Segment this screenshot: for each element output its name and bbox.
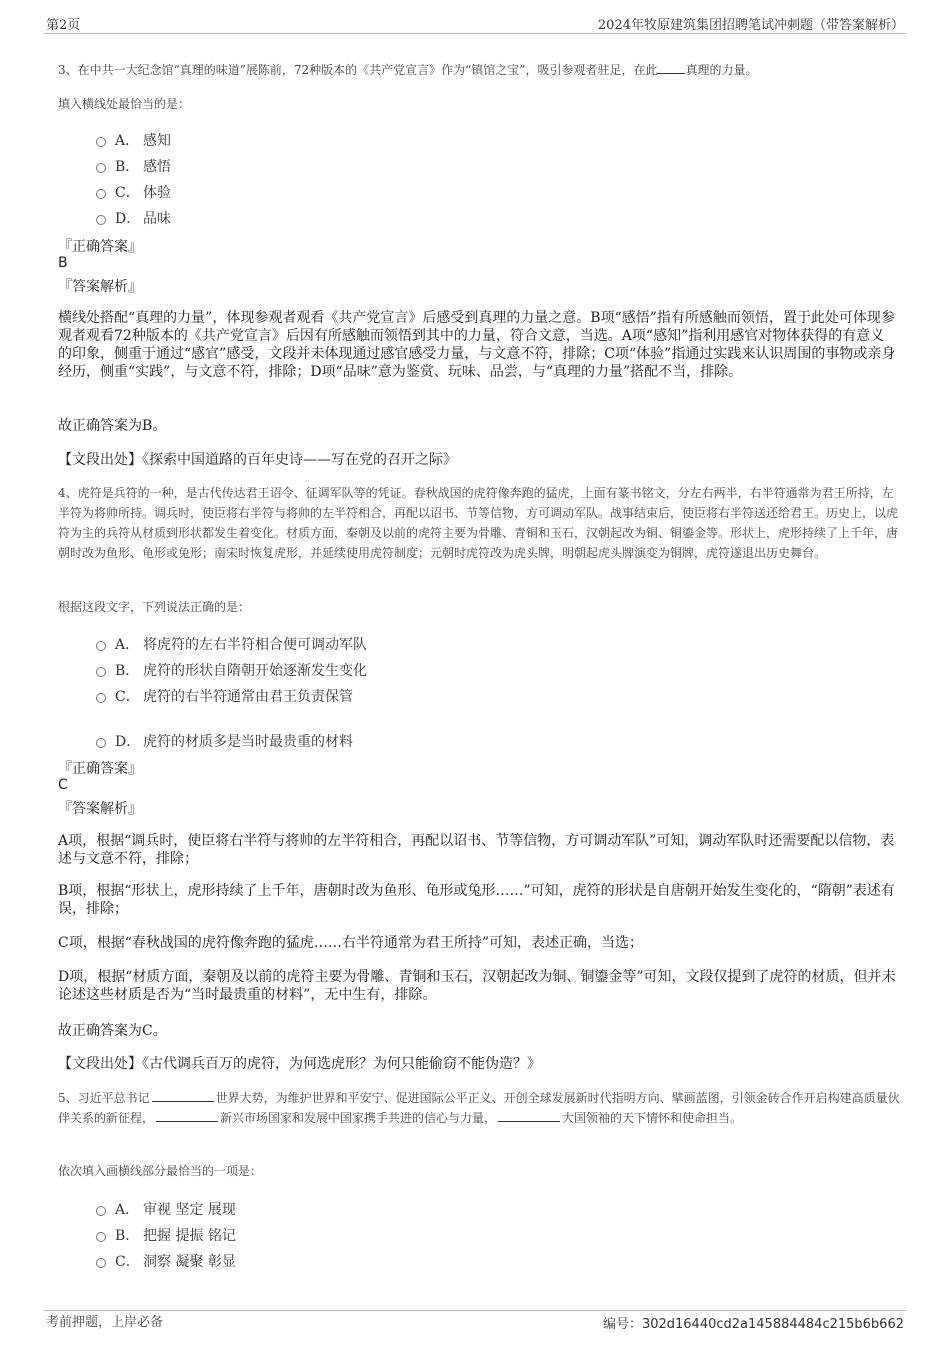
header-divider [44,33,906,34]
radio-icon[interactable] [96,641,106,651]
q4-option-b[interactable] [96,660,367,680]
document-title: 2024年牧原建筑集团招聘笔试冲刺题（带答案解析） [597,18,904,33]
q5-option-a[interactable] [96,1199,236,1219]
option-letter: C． [115,1254,140,1270]
option-letter: A． [115,133,140,149]
q4-analysis-a: A项，根据“调兵时，使臣将右半符与将帅的左半符相合，再配以诏书、节等信物，方可调动军队”可知，调动军队时还需要配以信物，表述与文意不符，排除； [58,833,895,867]
q3-option-a[interactable] [96,130,171,150]
q5-stem-part3: 新兴市场国家和发展中国家携手共进的信心与力量， [220,1111,497,1125]
option-text: 虎符的形状自隋朝开始逐渐发生变化 [143,663,367,679]
q4-conclusion: 故正确答案为C。 [58,1023,167,1039]
option-letter: D． [115,734,141,750]
radio-icon[interactable] [96,1258,106,1268]
question-5-prompt: 依次填入画横线部分最恰当的一项是： [58,1164,263,1178]
q4-answer: C [58,777,68,793]
option-letter: C． [115,689,140,705]
q3-stem-text: 3、在中共一大纪念馆“真理的味道”展陈前，72种版本的《共产党宣言》作为“镇馆之宝”，吸引参观者驻足，在此 [58,63,658,77]
q4-answer-label: 『正确答案』 [58,761,142,777]
option-letter: B． [115,663,140,679]
option-text: 体验 [143,185,171,201]
q5-option-b[interactable] [96,1225,236,1245]
option-text: 虎符的材质多是当时最贵重的材料 [143,734,353,750]
option-text: 洞察 凝聚 彰显 [143,1254,236,1270]
radio-icon[interactable] [96,215,106,225]
radio-icon[interactable] [96,163,106,173]
question-5-stem [58,1088,900,1128]
footer-code-label: 编号： [602,1317,642,1332]
page-number: 第2页 [46,18,81,33]
option-text: 品味 [143,211,171,227]
q3-analysis: 横线处搭配“真理的力量”，体现参观者观看《共产党宣言》后感受到真理的力量之意。B项“感悟”指有所感触而领悟，置于此处可体现参观者观看72种版本的《共产党宣言》后因有所感触而领悟到其中的力量，符合文意，当选。A项“感知”指利用感官对物体获得的有意义的印象，侧重于通过“感官”感受，文段并未体现通过感官感受力量，与文意不符，排除；C项“体验”指通过实践来认识周围的事物或亲身经历，侧重“实践”，与文意不符，排除；D项“品味”意为鉴赏、玩味、品尝，与“真理的力量”搭配不当，排除。 [58,310,896,380]
q4-analysis-c: C项，根据“春秋战国的虎符像奔跑的猛虎……右半符通常为君王所持”可知，表述正确，当选； [58,935,644,951]
q3-analysis-label: 『答案解析』 [58,279,142,295]
q4-option-d[interactable] [96,731,353,751]
option-text: 虎符的右半符通常由君王负责保管 [143,689,353,705]
footer-code [603,1313,904,1332]
q3-option-c[interactable] [96,182,171,202]
q3-conclusion: 故正确答案为B。 [58,418,167,434]
option-letter: A． [115,1202,140,1218]
radio-icon[interactable] [96,1206,106,1216]
question-4-stem: 4、虎符是兵符的一种，是古代传达君王诏令、征调军队等的凭证。春秋战国的虎符像奔跑的猛虎，上面有篆书铭文，分左右两半，右半符通常为君王所持，左半符为将帅所持。调兵时，使臣将右半符与将帅的左半符相合，再配以诏书、节等信物，方可调动军队。战事结束后，使臣将右半符送还给君王。历史上，以虎符为主的兵符从材质到形状都发生着变化。材质方面，秦朝及以前的虎符主要为骨雕、青铜和玉石，汉朝起改为铜、铜鎏金等。形状上，虎形持续了上千年，唐朝时改为鱼形、龟形或兔形；南宋时恢复虎形，并延续使用虎符制度；元朝时虎符改为虎头牌，明朝起虎头牌演变为铜牌，虎符遂退出历史舞台。 [58,486,899,560]
q4-analysis-b: B项，根据“形状上，虎形持续了上千年，唐朝时改为鱼形、龟形或兔形……”可知，虎符的形状是自唐朝开始发生变化的，“隋朝”表述有误，排除； [58,883,895,917]
radio-icon[interactable] [96,1232,106,1242]
radio-icon[interactable] [96,137,106,147]
q4-source: 【文段出处】《古代调兵百万的虎符，为何选虎形？为何只能偷窃不能伪造？》 [58,1056,541,1072]
option-text: 审视 坚定 展现 [143,1202,236,1218]
q5-blank-1 [152,1089,214,1102]
q3-option-b[interactable] [96,156,171,176]
question-3-stem [58,60,898,80]
q5-stem-part1: 5、习近平总书记 [58,1091,150,1105]
option-text: 感悟 [143,159,171,175]
question-4-prompt: 根据这段文字，下列说法正确的是： [58,600,251,614]
radio-icon[interactable] [96,667,106,677]
option-text: 将虎符的左右半符相合便可调动军队 [143,637,367,653]
radio-icon[interactable] [96,693,106,703]
q3-blank [657,61,685,74]
footer-divider [44,1310,906,1311]
q5-blank-2 [156,1109,218,1122]
q3-answer-label: 『正确答案』 [58,239,142,255]
q5-stem-part2: 世界大势，为维护世界和平安宁、促进国际公平正义、开创全球发展新时代指明方向、擘画蓝图，引领金砖合作开启构建高质量伙伴关系的新征程， [58,1091,900,1125]
option-letter: B． [115,159,140,175]
q5-stem-part4: 大国领袖的天下情怀和使命担当。 [562,1111,743,1125]
footer-slogan: 考前押题，上岸必备 [46,1315,164,1330]
q4-analysis-d: D项，根据“材质方面，秦朝及以前的虎符主要为骨雕、青铜和玉石，汉朝起改为铜、铜鎏金等”可知，文段仅提到了虎符的材质，但并未论述这些材质是否为“当时最贵重的材料”，无中生有，排除。 [58,969,896,1003]
radio-icon[interactable] [96,738,106,748]
q5-option-c[interactable] [96,1251,236,1271]
q3-source: 【文段出处】《探索中国道路的百年史诗——写在党的召开之际》 [58,452,457,468]
option-letter: C． [115,185,140,201]
option-letter: B． [115,1228,140,1244]
option-letter: A． [115,637,140,653]
radio-icon[interactable] [96,189,106,199]
q5-blank-3 [498,1109,560,1122]
q4-option-c[interactable] [96,686,353,706]
option-letter: D． [115,211,141,227]
footer-code-value: 302d16440cd2a145884484c215b6b662 [641,1317,904,1332]
option-text: 感知 [143,133,171,149]
q3-option-d[interactable] [96,208,171,228]
q4-option-a[interactable] [96,634,367,654]
q3-stem-end: 真理的力量。 [685,63,758,77]
q3-answer: B [58,255,68,271]
option-text: 把握 提振 铭记 [143,1228,236,1244]
q4-analysis-label: 『答案解析』 [58,801,142,817]
question-3-prompt: 填入横线处最恰当的是： [58,97,191,111]
